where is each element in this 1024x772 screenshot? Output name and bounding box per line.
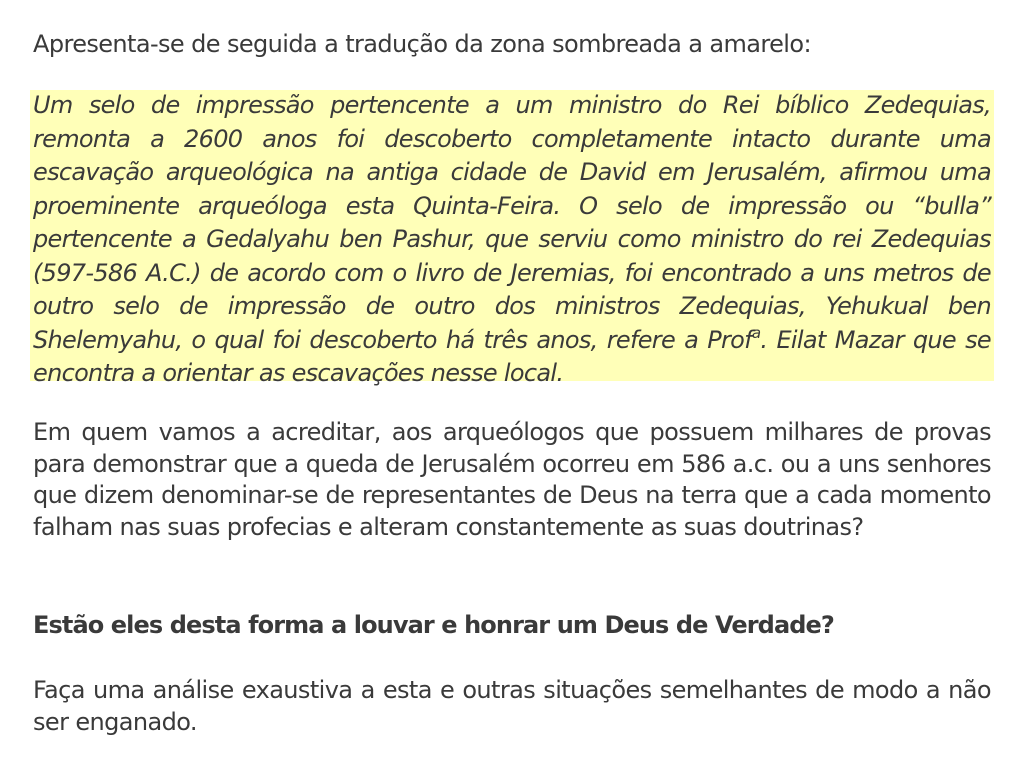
quote-end: . Eilat Mazar que se encontra a orientar as escavações nesse local.: [33, 325, 991, 387]
quote-superscript: a: [751, 323, 761, 342]
quote-body: Um selo de impressão pertencente a um ministro do Rei bíblico Zedequias, remonta a 2600 anos foi descoberto completamente intacto durante uma escavação arqueológica na antiga cidade de David em Jerusalém, afirmou uma proeminente arqueóloga esta Quinta-Feira. O selo de impressão ou “bulla” pertencente a Gedalyahu ben Pashur, que serviu como ministro do rei Zedequias (597-586 A.C.) de acordo com o livro de Jeremias, foi encontrado a uns metros de outro selo de impressão de outro dos ministros Zedequias, Yehukual ben Shelemyahu, o qual foi descoberto há três anos, refere a Prof: [33, 91, 991, 354]
highlighted-quote: [33, 89, 991, 391]
paragraph-1: Em quem vamos a acreditar, aos arqueólogos que possuem milhares de provas para demonstrar que a queda de Jerusalém ocorreu em 586 a.c. ou a uns senhores que dizem denominar-se de representantes de Deus na terra que a cada momento falham nas suas profecias e alteram constantemente as suas doutrinas?: [33, 418, 991, 541]
intro-text: Apresenta-se de seguida a tradução da zona sombreada a amarelo:: [33, 30, 811, 58]
bold-question: Estão eles desta forma a louvar e honrar um Deus de Verdade?: [33, 611, 834, 639]
paragraph-2: Faça uma análise exaustiva a esta e outras situações semelhantes de modo a não ser enganado.: [33, 676, 991, 736]
